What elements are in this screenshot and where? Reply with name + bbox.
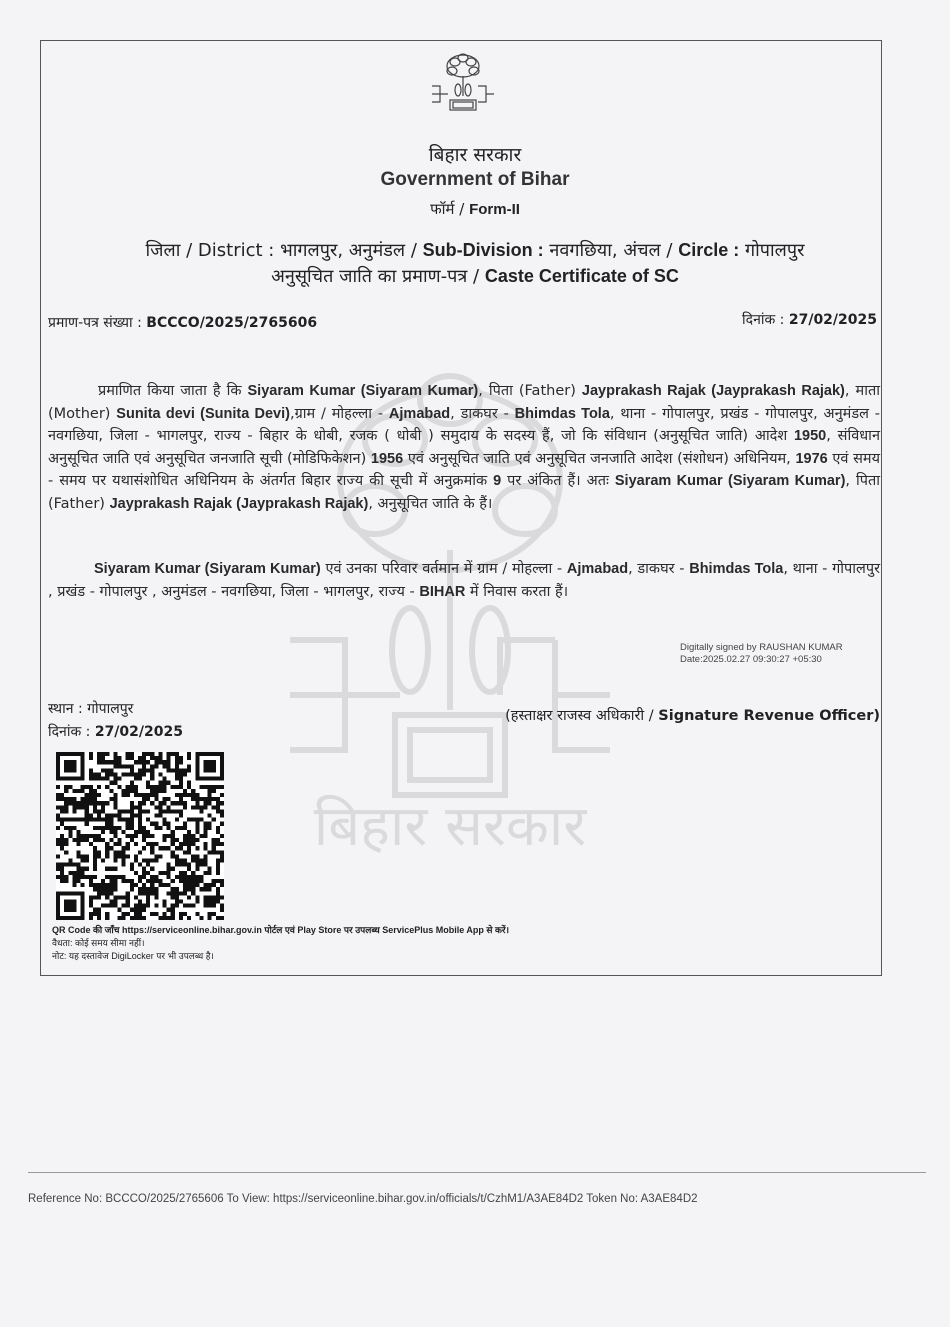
para1-segment: 9 <box>493 473 502 490</box>
validity-note: वैधता: कोई समय सीमा नहीं। <box>52 938 145 948</box>
para2-segment: BIHAR <box>419 583 466 600</box>
para1-segment: Jayprakash Rajak (Jayprakash Rajak) <box>581 383 845 399</box>
form-hindi: फॉर्म <box>430 200 455 218</box>
circle-value: गोपालपुर <box>745 240 805 261</box>
para2-segment: Bhimdas Tola <box>689 561 784 577</box>
digilocker-note: नोट: यह दस्तावेज DigiLocker पर भी उपलब्ध है। <box>52 951 214 961</box>
qr-code[interactable] <box>56 752 224 920</box>
cert-type-hindi: अनुसूचित जाति का प्रमाण-पत्र / <box>271 266 480 287</box>
footer-divider <box>28 1172 926 1173</box>
certificate-number <box>48 313 317 332</box>
para2-segment: Siyaram Kumar (Siyaram Kumar) <box>94 561 321 577</box>
form-separator: / <box>454 200 470 218</box>
para1-segment: , माता (Mother) <box>48 383 880 422</box>
cert-no-label: प्रमाण-पत्र संख्या : <box>48 315 142 331</box>
para1-segment: Siyaram Kumar (Siyaram Kumar) <box>614 473 846 490</box>
para1-segment: Jayprakash Rajak (Jayprakash Rajak) <box>109 495 369 512</box>
para2-segment: , डाकघर - <box>628 561 690 577</box>
subdivision-label: Sub-Division : <box>422 240 544 260</box>
reference-line: Reference No: BCCCO/2025/2765606 To View: https://serviceonline.bihar.gov.in/officials/t/CzhM1/A3AE84D2 Token No: A3AE84D2 <box>28 1193 698 1205</box>
para1-segment: पर अंकित हैं। अतः <box>501 473 615 490</box>
para1-segment: प्रमाणित किया जाता है कि <box>98 383 248 399</box>
subdivision-value: नवगछिया, अंचल / <box>549 240 673 261</box>
issue-date-value: 27/02/2025 <box>788 312 877 328</box>
para1-segment: Bhimdas Tola <box>514 405 610 422</box>
para1-segment: , थाना - गोपालपुर, प्रखंड - गोपालपुर, अनुमंडल - नवगछिया, जिला - भागलपुर, राज्य - बिहार के धोबी, रजक ( धोबी ) समुदाय के सदस्य हैं, जो कि संविधान (अनुसूचित जाति) आदेश <box>48 405 881 445</box>
para2-segment: , थाना - गोपालपुर , प्रखंड - गोपालपुर , अनुमंडल - नवगछिया, जिला - भागलपुर, राज्य - <box>48 561 880 600</box>
place-label: स्थान : <box>48 701 83 717</box>
circle-label: Circle : <box>678 240 740 260</box>
footnotes <box>52 924 509 963</box>
para2-segment: एवं उनका परिवार वर्तमान में ग्राम / मोहल्ला - <box>320 561 567 577</box>
qr-verification-note: QR Code की जाँच https://serviceonline.bihar.gov.in पोर्टल एवं Play Store पर उपलब्ध ServicePlus Mobile App से करें। <box>52 925 509 935</box>
para1-segment: , अनुसूचित जाति के हैं। <box>368 495 493 512</box>
para1-segment: , डाकघर - <box>450 405 515 422</box>
cert-no-value: BCCCO/2025/2765606 <box>146 315 318 331</box>
para1-segment: Siyaram Kumar (Siyaram Kumar) <box>247 383 479 399</box>
signature-hindi: (हस्ताक्षर राजस्व अधिकारी / <box>505 708 654 724</box>
para1-segment: , पिता (Father) <box>48 473 880 512</box>
digital-signature-by: Digitally signed by RAUSHAN KUMAR <box>680 642 843 653</box>
bihar-emblem-icon <box>428 52 498 116</box>
cert-type-english: Caste Certificate of SC <box>484 266 679 286</box>
para1-segment: Ajmabad <box>388 405 451 422</box>
para1-segment: 1950 <box>793 428 827 445</box>
para1-segment: 1956 <box>370 450 404 467</box>
form-title <box>0 199 950 219</box>
place-date-line <box>48 721 183 744</box>
place-date-block <box>48 698 183 744</box>
district-value: भागलपुर, अनुमंडल / <box>280 240 417 261</box>
certificate-type <box>0 264 950 288</box>
place-line <box>48 698 183 721</box>
para1-segment: ,ग्राम / मोहल्ला - <box>289 405 389 422</box>
place-date-value: 27/02/2025 <box>94 724 183 740</box>
form-english: Form-II <box>469 201 520 218</box>
govt-title-english: Government of Bihar <box>380 169 570 190</box>
para1-segment: Sunita devi (Sunita Devi) <box>116 405 290 422</box>
issue-date <box>742 310 877 329</box>
para1-segment: एवं अनुसूचित जाति एवं अनुसूचित जनजाति आदेश (संशोधन) अधिनियम, <box>403 450 796 467</box>
certificate-paragraph-2 <box>48 558 880 603</box>
place-date-label: दिनांक : <box>48 724 91 740</box>
govt-title-hindi: बिहार सरकार <box>428 144 522 166</box>
digital-signature-date: Date:2025.02.27 09:30:27 +05:30 <box>680 654 822 665</box>
digital-signature <box>680 642 843 666</box>
watermark-text: बिहार सरकार <box>313 794 587 859</box>
signature-caption <box>505 705 880 725</box>
para1-segment: , पिता (Father) <box>478 383 582 399</box>
certificate-paragraph-1 <box>48 380 880 516</box>
signature-english: Signature Revenue Officer) <box>658 708 880 724</box>
para1-segment: , संविधान अनुसूचित जाति एवं अनुसूचित जनजाति सूची (मोडिफिकेशन) <box>48 428 880 467</box>
district-line <box>0 238 950 262</box>
district-label: जिला / District : <box>145 240 275 261</box>
para1-segment: एवं समय - समय पर यथासंशोधित अधिनियम के अंतर्गत बिहार राज्य की सूची में अनुक्रमांक <box>48 450 880 490</box>
para2-segment: में निवास करता हैं। <box>465 583 569 600</box>
para2-segment: Ajmabad <box>566 561 629 577</box>
issue-date-label: दिनांक : <box>742 312 785 328</box>
place-value: गोपालपुर <box>87 701 134 717</box>
para1-segment: 1976 <box>795 450 828 467</box>
